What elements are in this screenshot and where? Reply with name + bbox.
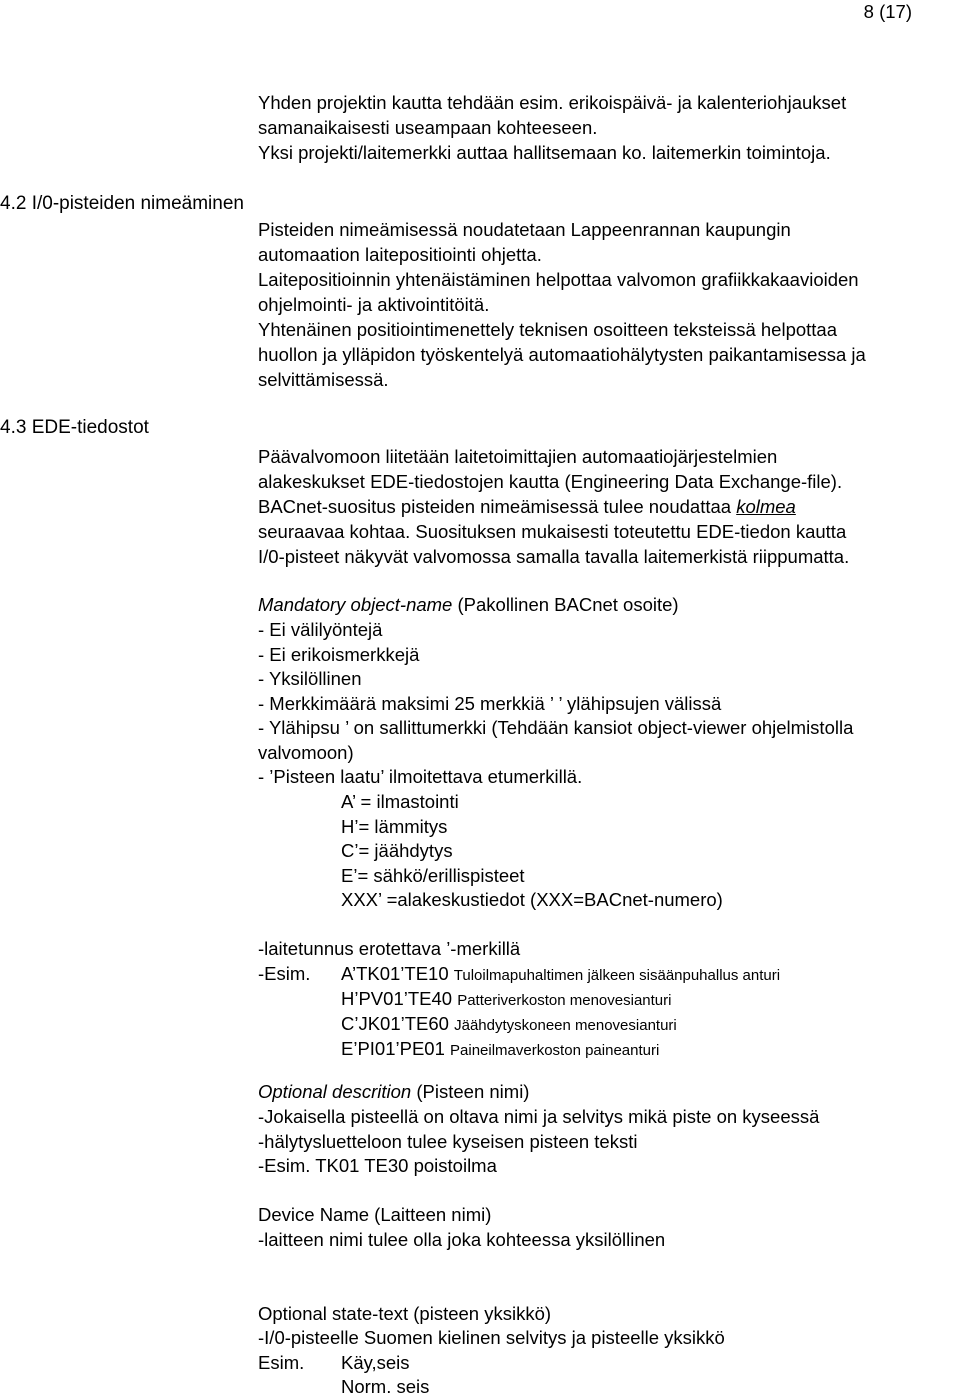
optional-desc-title-rest: (Pisteen nimi) [411, 1081, 530, 1102]
mandatory-rule-2: - Ei erikoismerkkejä [258, 644, 420, 665]
example-3-code: C’JK01’TE60 [341, 1013, 449, 1034]
s42-line-4: ohjelmointi- ja aktivointitöitä. [258, 294, 490, 315]
optional-desc-line-1: -Jokaisella pisteellä on oltava nimi ja selvitys mikä piste on kyseessä [258, 1106, 820, 1127]
example-3 [341, 1012, 677, 1038]
optional-desc-title-italic: Optional descrition [258, 1081, 412, 1102]
example-1-code: A’TK01’TE10 [341, 963, 449, 984]
intro-line-1: Yhden projektin kautta tehdään esim. erikoispäivä- ja kalenteriohjaukset [258, 92, 847, 113]
example-4-desc: Paineilmaverkoston paineanturi [450, 1042, 660, 1059]
s43-line-3-text: BACnet-suositus pisteiden nimeämisessä tulee noudattaa [258, 496, 732, 517]
example-2 [341, 987, 671, 1013]
mandatory-rule-5: - Ylähipsu ’ on sallittumerkki (Tehdään kansiot object-viewer ohjelmistolla [258, 717, 854, 738]
example-1-desc: Tuloilmapuhaltimen jälkeen sisäänpuhallus anturi [453, 967, 781, 984]
s43-line-2: alakeskukset EDE-tiedostojen kautta (Engineering Data Exchange-file). [258, 471, 843, 492]
intro-line-3: Yksi projekti/laitemerkki auttaa hallitsemaan ko. laitemerkin toimintoja. [258, 142, 831, 163]
device-name-line: -laitteen nimi tulee olla joka kohteessa yksilöllinen [258, 1229, 666, 1250]
s43-line-5: I/0-pisteet näkyvät valvomossa samalla tavalla laitemerkistä riippumatta. [258, 546, 850, 567]
mandatory-title [258, 593, 679, 617]
mandatory-rule-3: - Yksilöllinen [258, 668, 362, 689]
example-1 [341, 962, 780, 988]
state-text-line: -I/0-pisteelle Suomen kielinen selvitys ja pisteelle yksikkö [258, 1327, 725, 1348]
device-name-title: Device Name (Laitteen nimi) [258, 1204, 492, 1225]
s42-line-1: Pisteiden nimeämisessä noudatetaan Lappeenrannan kaupungin [258, 219, 791, 240]
s43-line-4: seuraavaa kohtaa. Suosituksen mukaisesti toteutettu EDE-tiedon kautta [258, 521, 847, 542]
optional-desc-title [258, 1080, 529, 1104]
s42-line-5: Yhtenäinen positiointimenettely teknisen osoitteen teksteissä helpottaa [258, 319, 838, 340]
code-line-c: C’= jäähdytys [341, 840, 453, 861]
state-text-title: Optional state-text (pisteen yksikkö) [258, 1303, 552, 1324]
mandatory-title-rest: (Pakollinen BACnet osoite) [452, 594, 679, 615]
s42-line-7: selvittämisessä. [258, 369, 389, 390]
state-text-example-label: Esim. [258, 1352, 305, 1373]
code-line-a: A’ = ilmastointi [341, 791, 459, 812]
s42-line-3: Laitepositioinnin yhtenäistäminen helpottaa valvomon grafiikkakaavioiden [258, 269, 859, 290]
s42-line-6: huollon ja ylläpidon työskentelyä automaatiohälytysten paikantamisessa ja [258, 344, 866, 365]
example-2-desc: Patteriverkoston menovesianturi [457, 992, 672, 1009]
section-heading-4-3: 4.3 EDE-tiedostot [0, 417, 149, 438]
s42-line-2: automaation laitepositiointi ohjetta. [258, 244, 542, 265]
example-4-code: E’PI01’PE01 [341, 1038, 445, 1059]
section-heading-4-2: 4.2 I/0-pisteiden nimeäminen [0, 193, 244, 214]
mandatory-rule-6: valvomoon) [258, 742, 354, 763]
mandatory-rule-4: - Merkkimäärä maksimi 25 merkkiä ’ ’ ylähipsujen välissä [258, 693, 722, 714]
mandatory-rule-1: - Ei välilyöntejä [258, 619, 383, 640]
state-text-value-2: Norm. seis [341, 1376, 430, 1397]
separator-rule: -laitetunnus erotettava ’-merkillä [258, 938, 521, 959]
code-line-xxx: XXX’ =alakeskustiedot (XXX=BACnet-numero) [341, 889, 723, 910]
example-4 [341, 1037, 659, 1063]
code-line-h: H’= lämmitys [341, 816, 448, 837]
intro-line-2: samanaikaisesti useampaan kohteeseen. [258, 117, 598, 138]
code-line-e: E’= sähkö/erillispisteet [341, 865, 525, 886]
mandatory-title-italic: Mandatory object-name [258, 594, 453, 615]
s43-line-1: Päävalvomoon liitetään laitetoimittajien automaatiojärjestelmien [258, 446, 778, 467]
mandatory-rule-7: - ’Pisteen laatu’ ilmoitettava etumerkillä. [258, 766, 583, 787]
s43-line-3 [258, 495, 796, 519]
kolmea-emphasis: kolmea [736, 496, 796, 517]
example-2-code: H’PV01’TE40 [341, 988, 453, 1009]
optional-desc-line-2: -hälytysluetteloon tulee kyseisen pisteen teksti [258, 1131, 638, 1152]
page-number: 8 (17) [863, 1, 912, 22]
optional-desc-line-3: -Esim. TK01 TE30 poistoilma [258, 1155, 497, 1176]
example-label: -Esim. [258, 963, 311, 984]
example-3-desc: Jäähdytyskoneen menovesianturi [454, 1017, 677, 1034]
state-text-value-1: Käy,seis [341, 1352, 410, 1373]
